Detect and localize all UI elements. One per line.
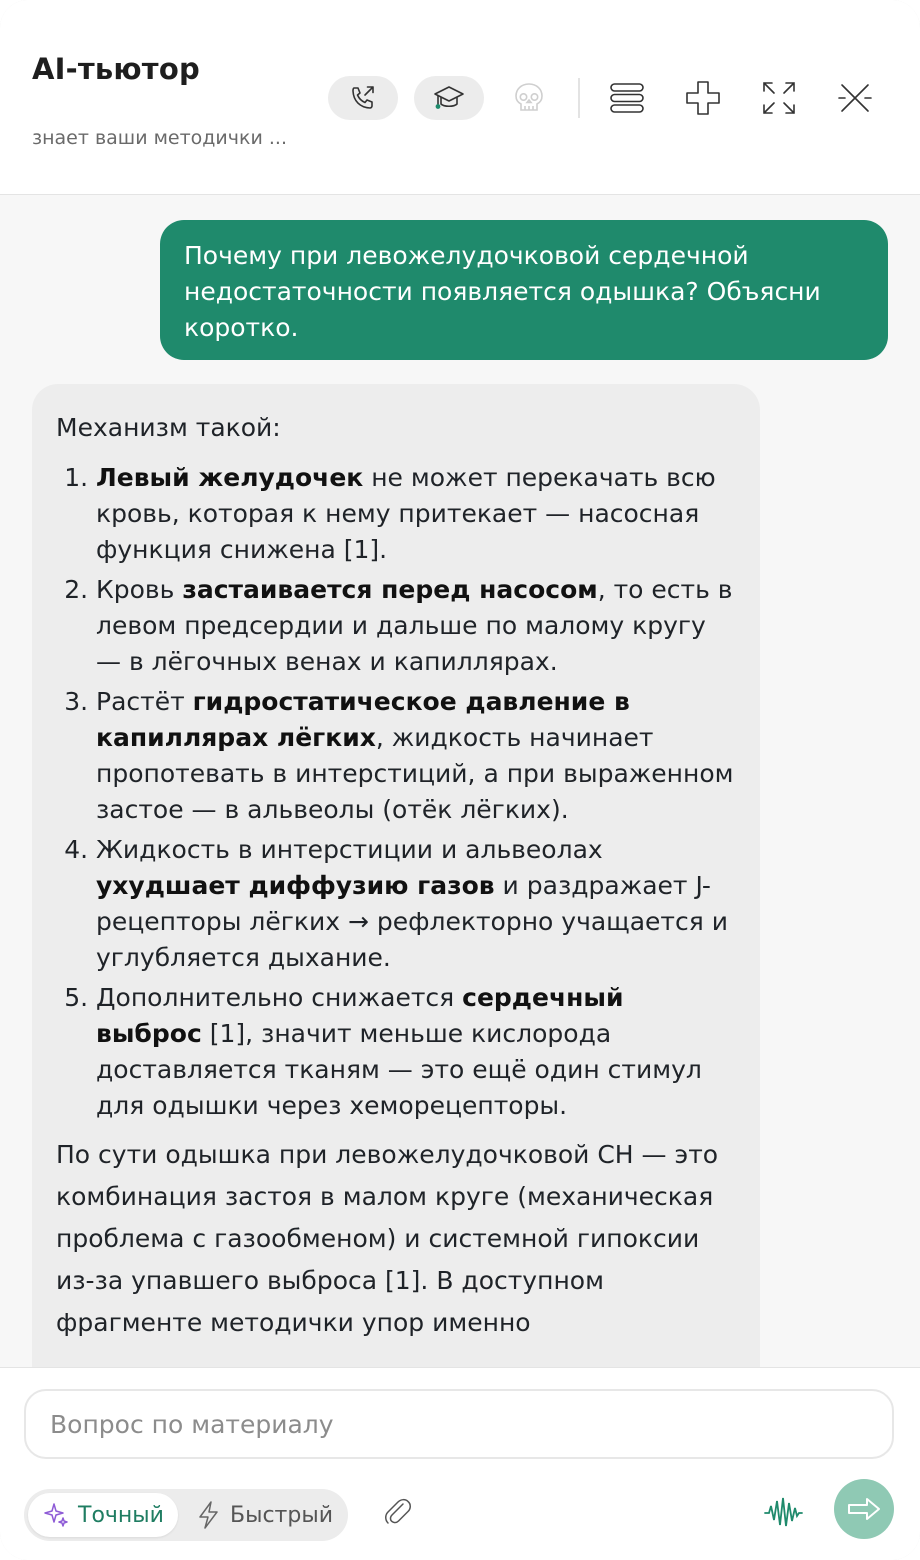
app-subtitle: знает ваши методички ... [32, 127, 287, 149]
close-button[interactable] [829, 72, 881, 124]
graduation-cap-icon [433, 83, 465, 113]
mode-precise-button[interactable] [28, 1493, 178, 1537]
call-button[interactable] [328, 76, 398, 120]
answer-summary: По сути одышка при левожелудочковой СН — это комбинация застоя в малом круге (механическая проблема с газообменом) и системной гипоксии из-за упавшего выброса [1]. В доступном фрагменте методички упор именно [56, 1140, 719, 1337]
list-item: 1. Левый желудочек не может перекачать всю кровь, которая к нему притекает — насосная функция снижена [1]. [96, 460, 736, 568]
list-item: 3. Растёт гидростатическое давление в капиллярах лёгких, жидкость начинает пропотевать в интерстиций, а при выраженном застое — в альвеолы (отёк лёгких). [96, 684, 736, 828]
user-message: Почему при левожелудочковой сердечной недостаточности появляется одышка? Объясни коротко. [160, 220, 888, 360]
expand-icon [760, 79, 798, 117]
composer [0, 1367, 920, 1560]
waveform-icon [763, 1493, 803, 1533]
list-item: 4. Жидкость в интерстиции и альвеолах ухудшает диффузию газов и раздражает J-рецепторы лёгких → рефлекторно учащается и углубляется дыхание. [96, 832, 736, 976]
assistant-message [32, 384, 760, 1367]
history-button[interactable] [601, 72, 653, 124]
mode-precise-label: Точный [78, 1502, 164, 1528]
lightning-icon [196, 1500, 222, 1530]
header [0, 0, 920, 195]
close-icon [836, 79, 874, 117]
answer-intro: Механизм такой: [56, 413, 281, 442]
list-item: 2. Кровь застаивается перед насосом, то есть в левом предсердии и дальше по малому кругу — в лёгочных венах и капиллярах. [96, 572, 736, 680]
phone-transfer-icon [348, 83, 378, 113]
mode-fast-button[interactable] [190, 1493, 344, 1537]
app-title: AI-тьютор [32, 52, 200, 86]
stack-icon [608, 80, 646, 116]
skull-icon [511, 80, 547, 116]
list-item: 5. Дополнительно снижается сердечный выброс [1], значит меньше кислорода доставляется тканям — это ещё один стимул для одышки через хеморецепторы. [96, 980, 736, 1124]
answer-steps [56, 460, 736, 1124]
tutor-mode-button[interactable] [414, 76, 484, 120]
send-arrow-icon [847, 1496, 881, 1522]
new-chat-button[interactable] [677, 72, 729, 124]
chat-area[interactable] [0, 195, 920, 1367]
attach-button[interactable] [372, 1486, 424, 1538]
fullscreen-button[interactable] [753, 72, 805, 124]
mode-fast-label: Быстрый [230, 1502, 334, 1528]
plus-icon [684, 79, 722, 117]
send-button[interactable] [834, 1479, 894, 1539]
question-input[interactable] [24, 1389, 894, 1459]
mode-switch [24, 1489, 348, 1541]
sparkle-icon [42, 1501, 70, 1529]
voice-input-button[interactable] [756, 1486, 810, 1540]
paperclip-icon [381, 1495, 415, 1529]
header-divider [578, 78, 580, 118]
skull-button[interactable] [503, 72, 555, 124]
